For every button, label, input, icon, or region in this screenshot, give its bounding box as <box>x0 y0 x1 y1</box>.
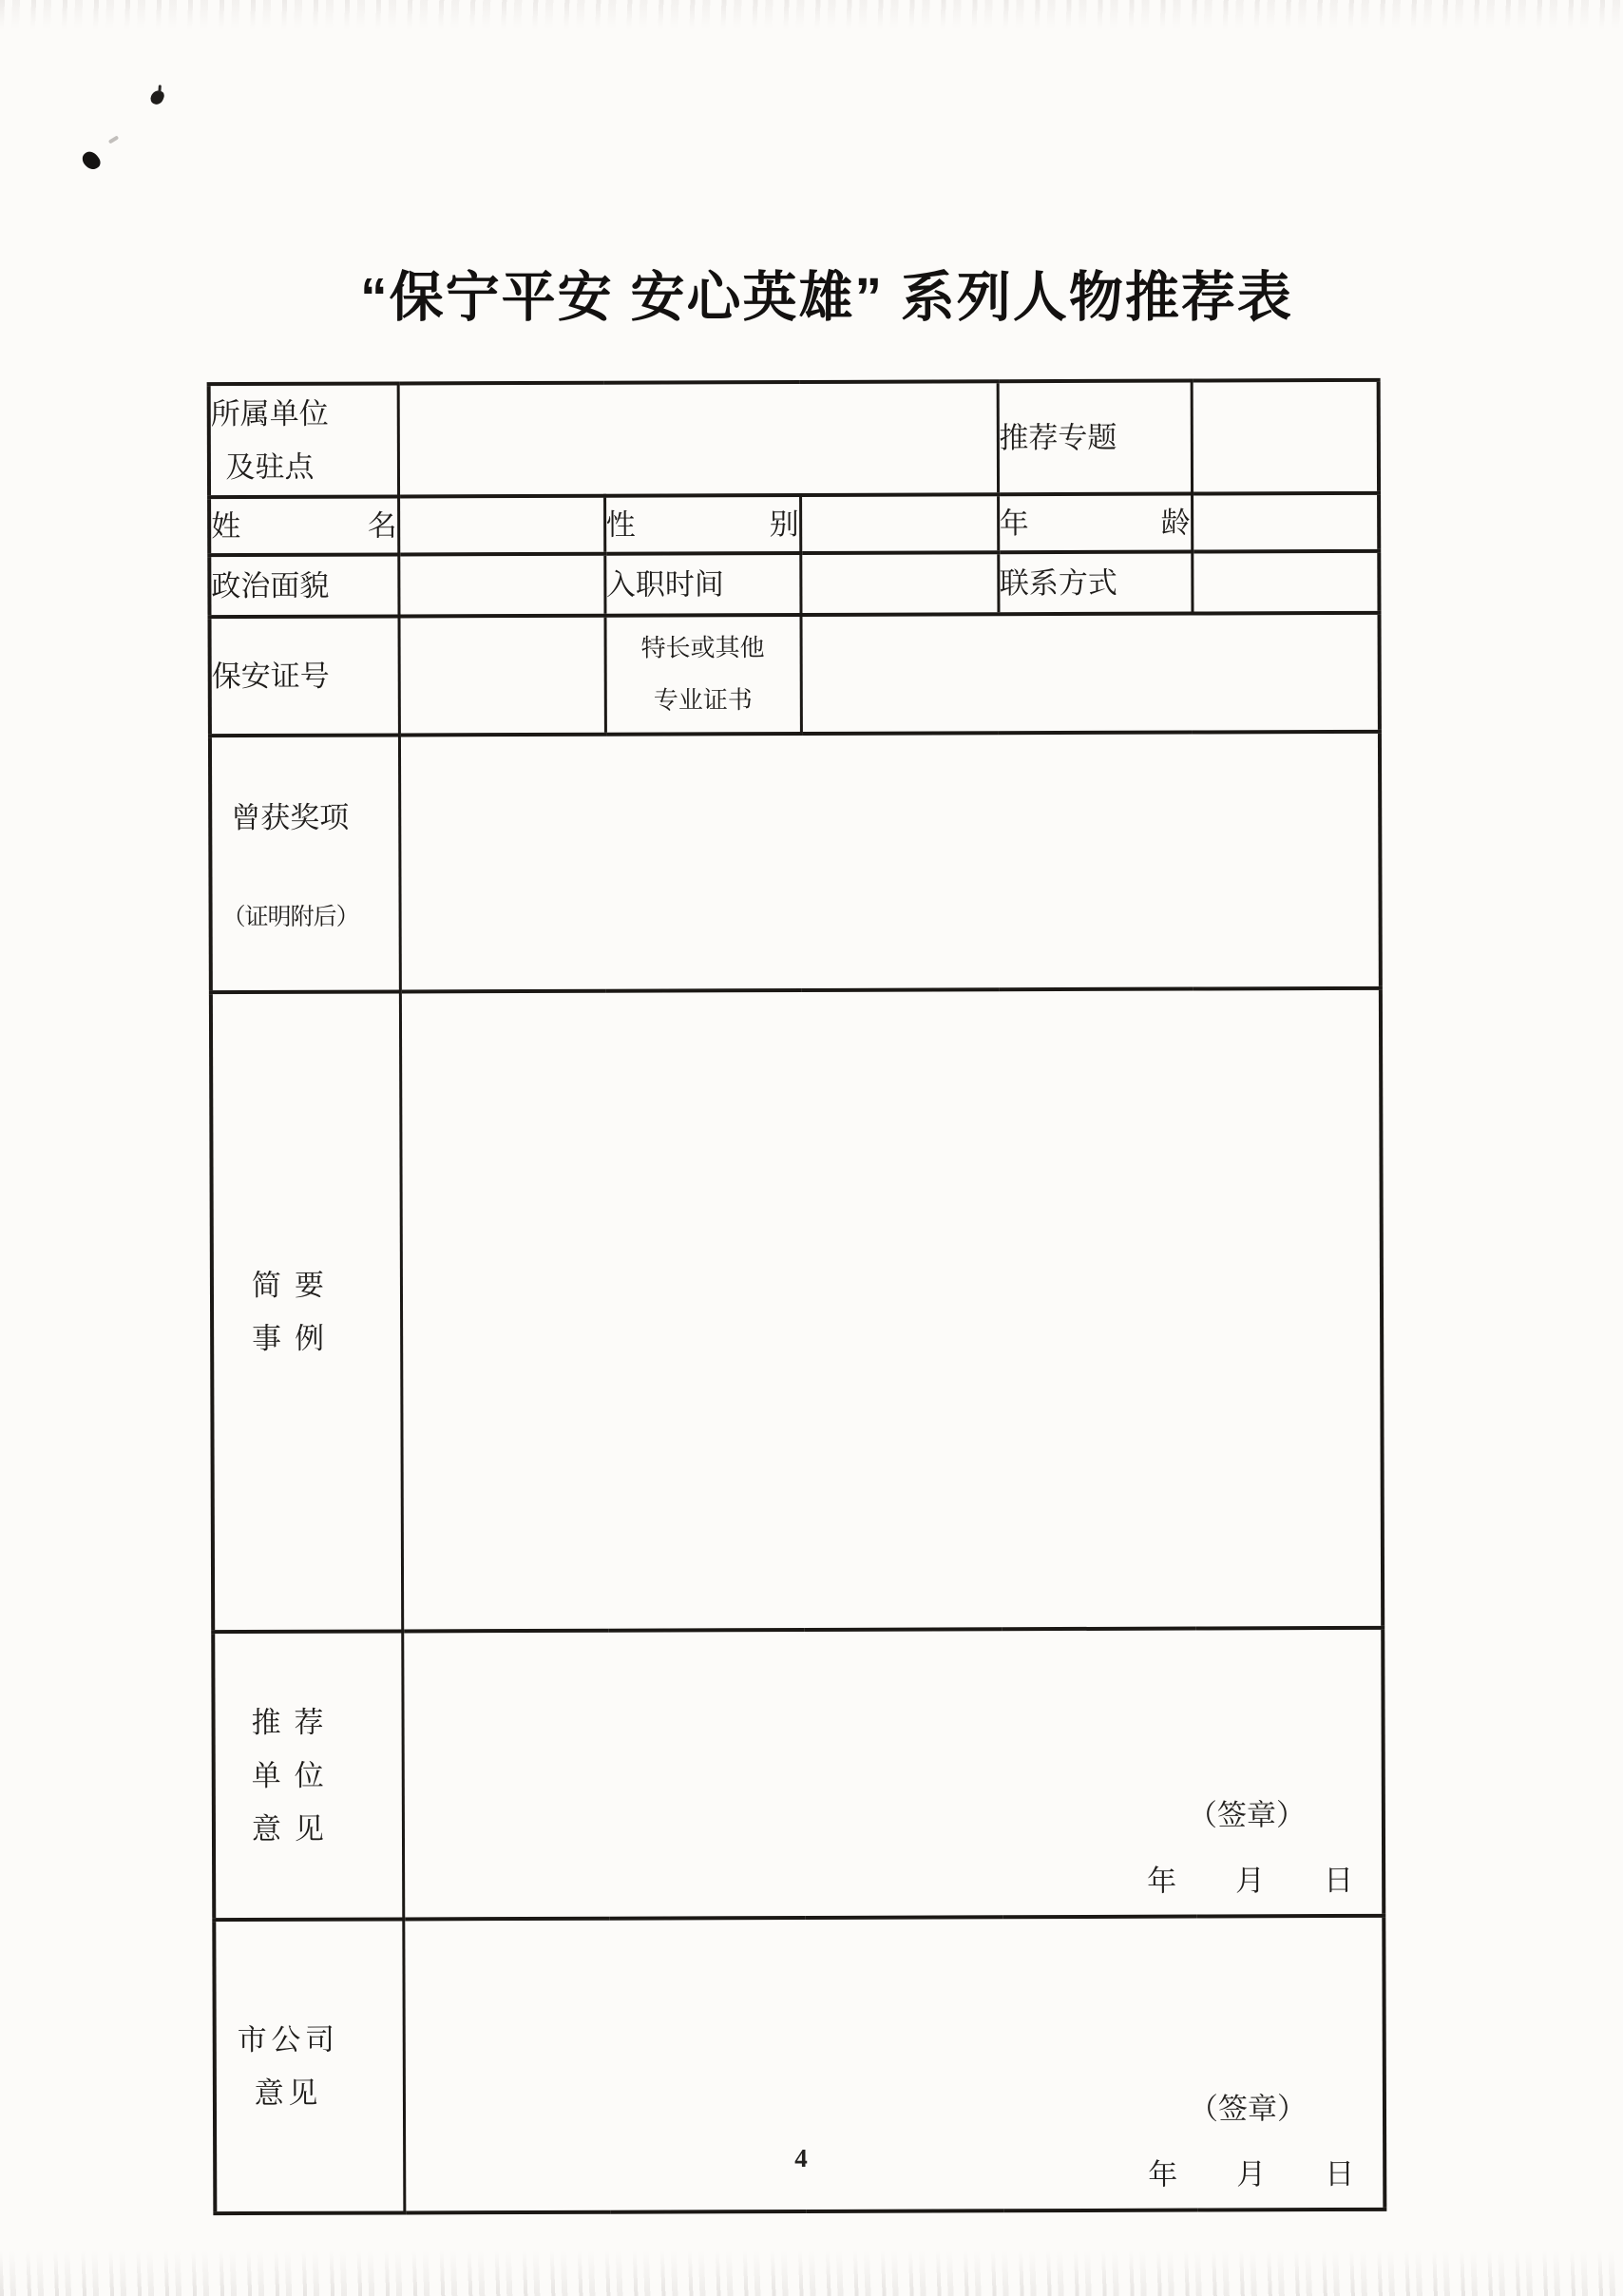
row-brief-case <box>211 988 1383 1632</box>
cell-political-label: 政治面貌 <box>209 554 398 617</box>
cell-contact-label: 联系方式 <box>998 552 1192 615</box>
seal-label: （签章） <box>1187 1798 1306 1832</box>
row-political-hire-contact <box>209 551 1379 617</box>
cell-age-value <box>1192 493 1379 552</box>
cell-guard-cert-label: 保安证号 <box>209 616 398 736</box>
cell-contact-value <box>1192 551 1379 614</box>
date-line: 年 月 日 <box>1148 2157 1355 2191</box>
signature-block <box>404 1790 1382 1918</box>
cell-hire-date-value <box>800 552 998 615</box>
cell-topic-value <box>1192 380 1379 494</box>
row-name-gender-age <box>209 493 1379 555</box>
cell-unit-value <box>398 381 998 496</box>
row-unit <box>209 380 1379 497</box>
cell-gender-label: 性别 <box>604 495 800 554</box>
cell-name-label: 姓名 <box>209 496 398 555</box>
cell-unit-label: 所属单位 及驻点 <box>209 383 398 497</box>
cell-hire-date-label: 入职时间 <box>604 553 800 616</box>
ink-speck <box>80 148 104 173</box>
ink-speck <box>149 88 166 106</box>
cell-political-value <box>398 554 604 617</box>
cell-awards-value <box>399 732 1381 992</box>
cell-recommend-unit-opinion <box>402 1628 1384 1920</box>
cell-city-company-label: 市公司 意见 <box>214 1920 404 2214</box>
cell-specialty-label: 特长或其他 专业证书 <box>604 615 800 735</box>
page-title: “保宁平安 安心英雄” 系列人物推荐表 <box>360 267 1293 328</box>
date-line: 年 月 日 <box>1147 1864 1354 1898</box>
cell-name-value <box>398 496 604 555</box>
cell-recommend-unit-label: 推荐 单位 意见 <box>213 1632 403 1921</box>
cell-case-value <box>400 988 1383 1632</box>
recommendation-form-table <box>207 378 1387 2216</box>
page-number: 4 <box>794 2144 808 2172</box>
scan-noise-top <box>0 0 1623 32</box>
seal-label: （签章） <box>1188 2092 1308 2126</box>
cell-specialty-value <box>800 613 1379 734</box>
row-awards <box>210 732 1381 993</box>
cell-age-label: 年龄 <box>998 494 1192 553</box>
cell-case-label: 简要 事例 <box>211 992 402 1633</box>
cell-topic-label: 推荐专题 <box>998 381 1192 495</box>
row-recommend-unit-opinion <box>213 1628 1384 1920</box>
cell-awards-label: 曾获奖项 （证明附后） <box>210 735 400 992</box>
cell-guard-cert-value <box>398 616 604 736</box>
row-cert-specialty <box>209 613 1379 736</box>
scan-noise-bottom <box>0 2241 1623 2296</box>
ink-speck <box>108 135 119 144</box>
cell-gender-value <box>800 494 998 553</box>
